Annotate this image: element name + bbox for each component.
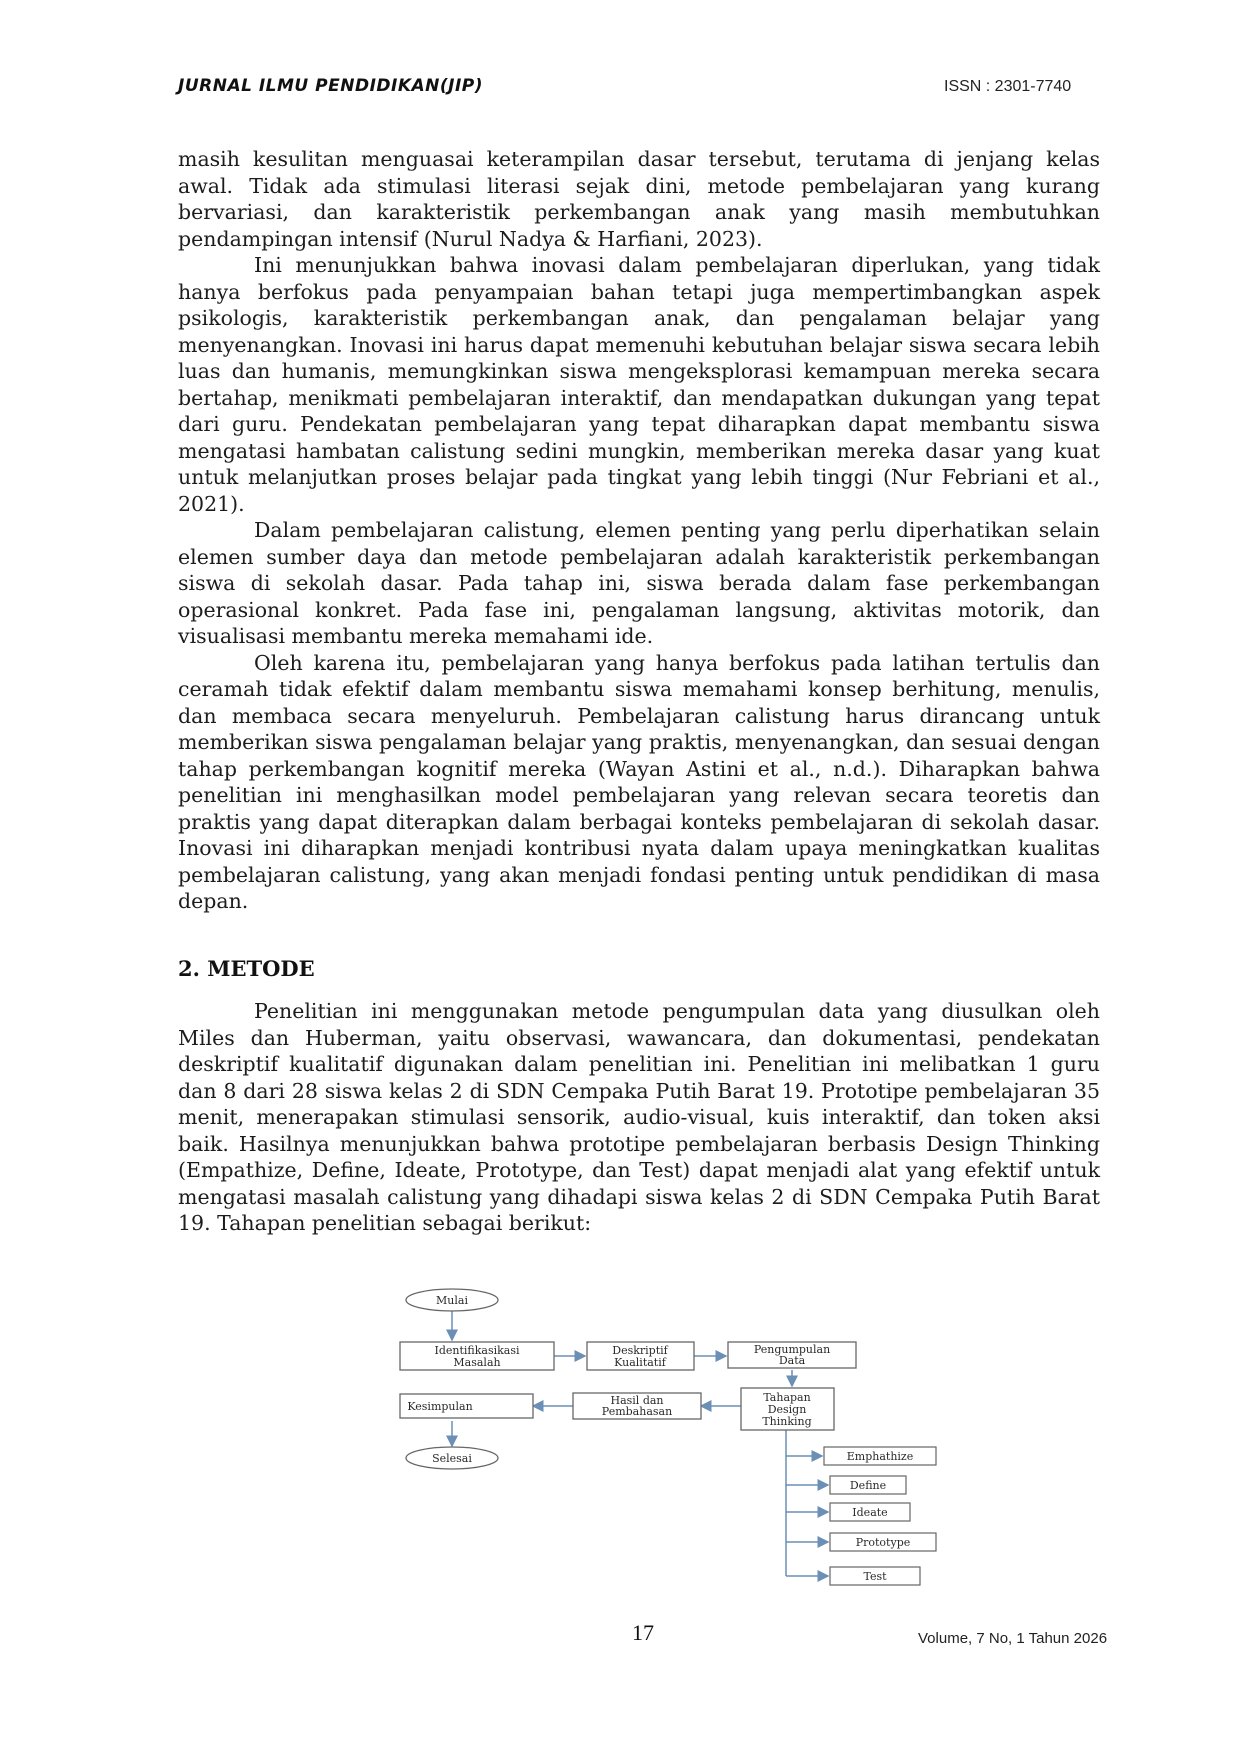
research-flowchart	[380, 1286, 960, 1600]
svg-text:Masalah: Masalah	[453, 1356, 501, 1369]
svg-text:Define: Define	[849, 1479, 887, 1492]
flow-step-ideate	[830, 1503, 910, 1521]
svg-text:Prototype: Prototype	[855, 1536, 911, 1549]
page-number: 17	[632, 1620, 654, 1645]
flow-step-prototype	[830, 1533, 936, 1551]
paragraph: masih kesulitan menguasai keterampilan dasar tersebut, terutama di jenjang kelas awal. Tidak ada stimulasi literasi sejak dini, metode pembelajaran yang kurang bervariasi, dan karakteristik perkembangan anak yang masih membutuhkan pendampingan intensif (Nurul Nadya & Harfiani, 2023).	[178, 147, 1100, 251]
svg-text:Deskriptif: Deskriptif	[612, 1344, 668, 1357]
svg-text:Hasil dan: Hasil dan	[610, 1394, 664, 1407]
flow-design-thinking	[741, 1388, 834, 1430]
issn: ISSN : 2301-7740	[944, 78, 1072, 95]
svg-text:Data: Data	[778, 1354, 806, 1367]
journal-name: JURNAL ILMU PENDIDIKAN(JIP)	[178, 76, 484, 96]
flow-results	[573, 1393, 701, 1419]
flow-descriptive	[587, 1342, 694, 1370]
flow-step-empathize	[824, 1447, 936, 1465]
svg-text:Pembahasan: Pembahasan	[601, 1405, 673, 1418]
body-text	[178, 146, 1100, 915]
section-heading: 2. METODE	[178, 956, 315, 981]
svg-text:Test: Test	[863, 1570, 887, 1583]
svg-text:Emphathize: Emphathize	[846, 1450, 914, 1463]
svg-text:Thinking: Thinking	[762, 1415, 812, 1428]
flow-step-test	[830, 1567, 920, 1585]
svg-text:Tahapan: Tahapan	[763, 1391, 811, 1404]
flow-conclusion	[400, 1394, 533, 1418]
flow-step-define	[830, 1476, 906, 1494]
svg-text:Pengumpulan: Pengumpulan	[753, 1343, 831, 1356]
svg-text:Mulai: Mulai	[436, 1294, 468, 1307]
volume-info: Volume, 7 No, 1 Tahun 2026	[918, 1630, 1108, 1647]
method-text	[178, 998, 1100, 1237]
paragraph: Dalam pembelajaran calistung, elemen penting yang perlu diperhatikan selain elemen sumber daya dan metode pembelajaran adalah karakteristik perkembangan siswa di sekolah dasar. Pada tahap ini, siswa berada dalam fase perkembangan operasional konkret. Pada fase ini, pengalaman langsung, aktivitas motorik, dan visualisasi membantu mereka memahami ide.	[178, 518, 1100, 648]
svg-text:Ideate: Ideate	[852, 1506, 888, 1519]
flow-collection	[728, 1342, 856, 1368]
flow-end	[406, 1447, 498, 1469]
svg-text:Design: Design	[767, 1403, 807, 1416]
svg-text:Kualitatif: Kualitatif	[614, 1356, 666, 1369]
flow-start	[406, 1289, 498, 1311]
paragraph: Oleh karena itu, pembelajaran yang hanya berfokus pada latihan tertulis dan ceramah tidak efektif dalam membantu siswa memahami konsep berhitung, menulis, dan membaca secara menyeluruh. Pembelajaran calistung harus dirancang untuk memberikan siswa pengalaman belajar yang praktis, menyenangkan, dan sesuai dengan tahap perkembangan kognitif mereka (Wayan Astini et al., n.d.). Diharapkan bahwa penelitian ini menghasilkan model pembelajaran yang relevan secara teoretis dan praktis yang dapat diterapkan dalam berbagai konteks pembelajaran di sekolah dasar. Inovasi ini diharapkan menjadi kontribusi nyata dalam upaya meningkatkan kualitas pembelajaran calistung, yang akan menjadi fondasi penting untuk pendidikan di masa depan.	[178, 650, 1100, 913]
paragraph: Penelitian ini menggunakan metode pengumpulan data yang diusulkan oleh Miles dan Huberman, yaitu observasi, wawancara, dan dokumentasi, pendekatan deskriptif kualitatif digunakan dalam penelitian ini. Penelitian ini melibatkan 1 guru dan 8 dari 28 siswa kelas 2 di SDN Cempaka Putih Barat 19. Prototipe pembelajaran 35 menit, menerapakan stimulasi sensorik, audio-visual, kuis interaktif, dan token aksi baik. Hasilnya menunjukkan bahwa prototipe pembelajaran berbasis Design Thinking (Empathize, Define, Ideate, Prototype, dan Test) dapat menjadi alat yang efektif untuk mengatasi masalah calistung yang dihadapi siswa kelas 2 di SDN Cempaka Putih Barat 19. Tahapan penelitian sebagai berikut:	[178, 999, 1100, 1235]
paragraph: Ini menunjukkan bahwa inovasi dalam pembelajaran diperlukan, yang tidak hanya berfokus pada penyampaian bahan tetapi juga mempertimbangkan aspek psikologis, karakteristik perkembangan anak, dan pengalaman belajar yang menyenangkan. Inovasi ini harus dapat memenuhi kebutuhan belajar siswa secara lebih luas dan humanis, memungkinkan siswa mengeksplorasi kemampuan mereka secara bertahap, menikmati pembelajaran interaktif, dan mendapatkan dukungan yang tepat dari guru. Pendekatan pembelajaran yang tepat diharapkan dapat membantu siswa mengatasi hambatan calistung sedini mungkin, memberikan mereka dasar yang kuat untuk melanjutkan proses belajar pada tingkat yang lebih tinggi (Nur Febriani et al., 2021).	[178, 253, 1100, 516]
flow-identify	[400, 1342, 554, 1370]
svg-text:Selesai: Selesai	[432, 1452, 472, 1465]
svg-text:Identifikasikasi: Identifikasikasi	[434, 1344, 520, 1357]
svg-text:Kesimpulan: Kesimpulan	[407, 1400, 473, 1413]
